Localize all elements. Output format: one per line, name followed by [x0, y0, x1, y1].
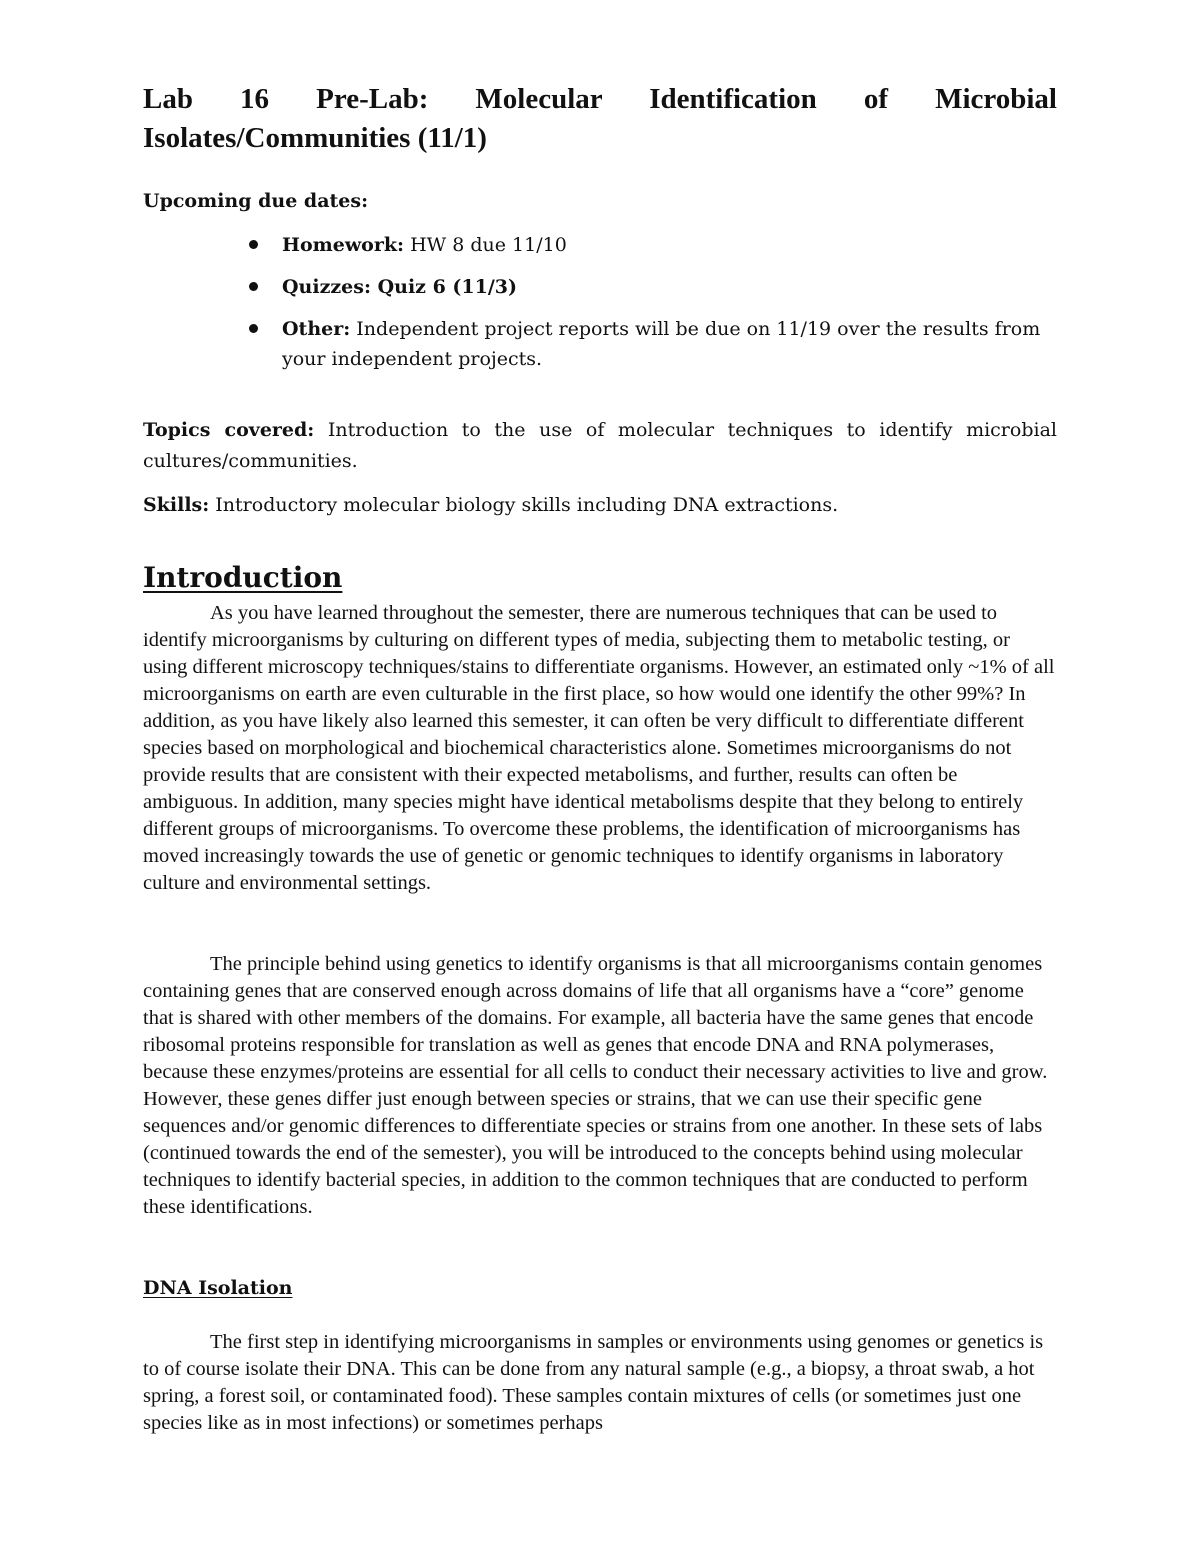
dna-isolation-heading: DNA Isolation: [143, 1277, 293, 1299]
due-dates-list: [243, 230, 1061, 386]
skills-label: Skills:: [143, 494, 210, 516]
dna-isolation-paragraph: [143, 1329, 1057, 1437]
intro-paragraph-1-text: As you have learned throughout the semester, there are numerous techniques that can be used to identify microorganisms by culturing on different types of media, subjecting them to metabolic testing, or using different microscopy techniques/stains to differentiate organisms. However, an estimated only ~1% of all microorganisms on earth are even culturable in the first place, so how would one identify the other 99%? In addition, as you have likely also learned this semester, it can often be very difficult to differentiate different species based on morphological and biochemical characteristics alone. Sometimes microorganisms do not provide results that are consistent with their expected metabolisms, and further, results can often be ambiguous. In addition, many species might have identical metabolisms despite that they belong to entirely different groups of microorganisms. To overcome these problems, the identification of microorganisms has moved increasingly towards the use of genetic or genomic techniques to identify organisms in laboratory culture and environmental settings.: [143, 602, 1055, 894]
due-item-label: Other:: [282, 318, 351, 340]
document-title: [143, 80, 1057, 158]
due-dates-label: Upcoming due dates:: [143, 190, 369, 212]
due-item-label: Homework:: [282, 234, 405, 256]
intro-paragraph-2: [143, 951, 1057, 1221]
bullet-icon: [249, 324, 258, 333]
title-line-1: Lab 16 Pre-Lab: Molecular Identification of Microbial: [143, 83, 1057, 115]
due-item-text: HW 8 due 11/10: [404, 234, 567, 256]
due-item-label: Quizzes:: [282, 276, 371, 298]
intro-paragraph-2-text: The principle behind using genetics to identify organisms is that all microorganisms contain genomes containing genes that are conserved enough across domains of life that all organisms have a “core” genome that is shared with other members of the domains. For example, all bacteria have the same genes that encode ribosomal proteins responsible for translation as well as genes that encode DNA and RNA polymerases, because these enzymes/proteins are essential for all cells to conduct their necessary activities to live and grow. However, these genes differ just enough between species or strains, that we can use their specific gene sequences and/or genomic differences to differentiate species or strains from one another. In these sets of labs (continued towards the end of the semester), you will be introduced to the concepts behind using molecular techniques to identify bacterial species, in addition to the common techniques that are conducted to perform these identifications.: [143, 953, 1048, 1218]
topics-covered: [143, 415, 1057, 477]
dna-isolation-text: The first step in identifying microorganisms in samples or environments using genomes or genetics is to of course isolate their DNA. This can be done from any natural sample (e.g., a biopsy, a throat swab, a hot spring, a forest soil, or contaminated food). These samples contain mixtures of cells (or sometimes just one species like as in most infections) or sometimes perhaps: [143, 1331, 1044, 1434]
bullet-icon: [249, 240, 258, 249]
due-item-other: [243, 314, 1061, 374]
skills-text: Introductory molecular biology skills including DNA extractions.: [209, 494, 839, 516]
topics-text: Introduction to the use of molecular techniques to identify microbial cultures/communities.: [143, 419, 1057, 472]
topics-label: Topics covered:: [143, 419, 315, 441]
due-item-text: Independent project reports will be due on 11/19 over the results from your independent projects.: [282, 318, 1041, 370]
due-item-text: Quiz 6 (11/3): [370, 276, 517, 298]
intro-paragraph-1: [143, 600, 1057, 897]
due-item-homework: [243, 230, 1061, 260]
introduction-heading: Introduction: [143, 561, 343, 594]
title-line-2: Isolates/Communities (11/1): [143, 122, 487, 154]
due-item-quizzes: [243, 272, 1061, 302]
skills: [143, 490, 1057, 521]
bullet-icon: [249, 282, 258, 291]
